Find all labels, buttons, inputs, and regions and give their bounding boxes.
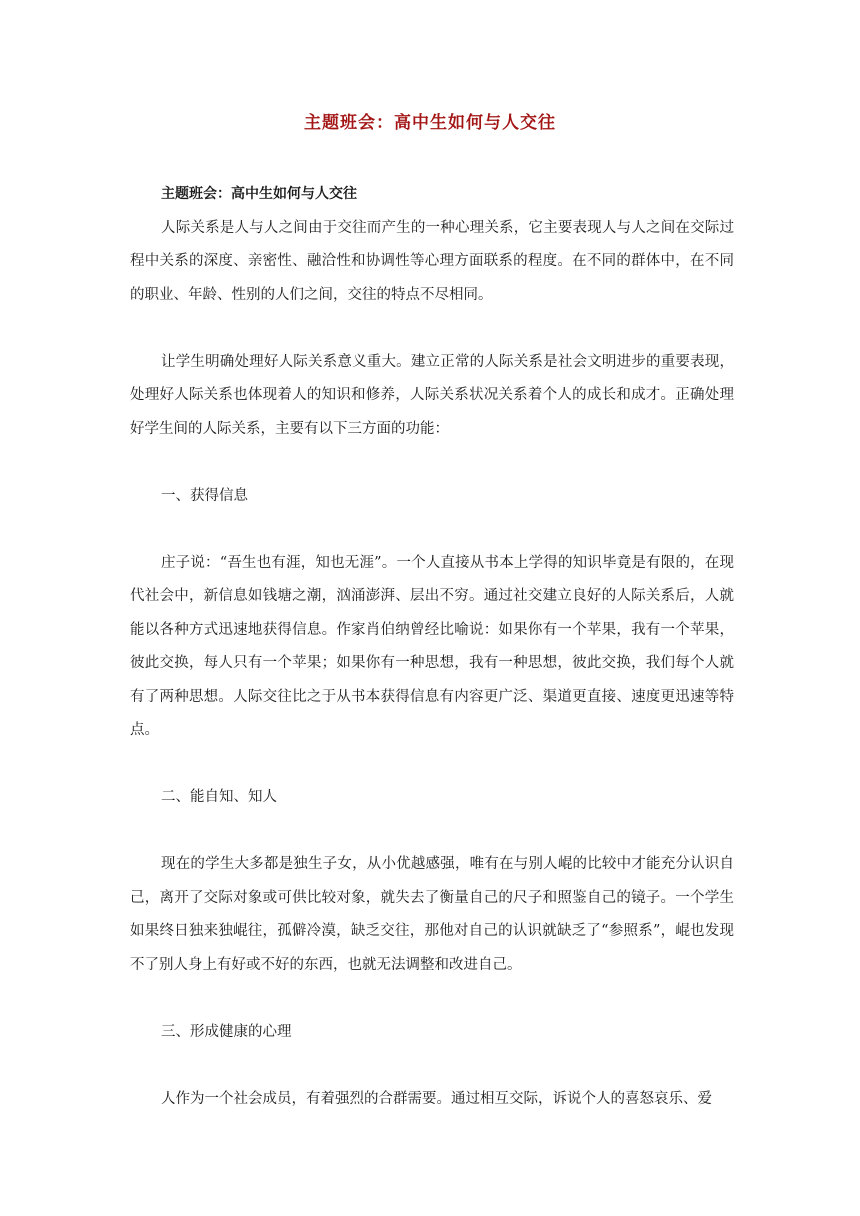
spacer — [130, 446, 734, 480]
spacer — [130, 513, 734, 547]
spacer — [130, 1049, 734, 1083]
spacer — [130, 982, 734, 1016]
section-heading-2: 二、能自知、知人 — [161, 789, 277, 805]
spacer — [130, 748, 734, 782]
document-body — [130, 178, 734, 1116]
paragraph-significance: 让学生明确处理好人际关系意义重大。建立正常的人际关系是社会文明进步的重要表现，处理好人际关系也体现着人的知识和修养，人际关系状况关系着个人的成长和成才。正确处理好学生间的人际关系，主要有以下三方面的功能： — [130, 353, 734, 437]
paragraph-section2: 现在的学生大多都是独生子女，从小优越感强，唯有在与别人崐的比较中才能充分认识自己，离开了交际对象或可供比较对象，就失去了衡量自己的尺子和照鉴自己的镜子。一个学生如果终日独来独崐往，孤僻冷漠，缺乏交往，那他对自己的认识就缺乏了“参照系”，崐也发现不了别人身上有好或不好的东西，也就无法调整和改进自己。 — [130, 856, 734, 973]
paragraph-intro: 人际关系是人与人之间由于交往而产生的一种心理关系，它主要表现人与人之间在交际过程中关系的深度、亲密性、融洽性和协调性等心理方面联系的程度。在不同的群体中，在不同的职业、年龄、性别的人们之间，交往的特点不尽相同。 — [130, 219, 734, 303]
spacer — [130, 312, 734, 346]
paragraph-section1: 庄子说：“吾生也有涯，知也无涯”。一个人直接从书本上学得的知识毕竟是有限的，在现代社会中，新信息如钱塘之潮，汹涌澎湃、层出不穷。通过社交建立良好的人际关系后，人就能以各种方式迅速地获得信息。作家肖伯纳曾经比喻说：如果你有一个苹果，我有一个苹果，彼此交换，每人只有一个苹果；如果你有一种思想，我有一种思想，彼此交换，我们每个人就有了两种思想。人际交往比之于从书本获得信息有内容更广泛、渠道更直接、速度更迅速等特点。 — [130, 554, 734, 738]
paragraph-section3: 人作为一个社会成员，有着强烈的合群需要。通过相互交际，诉说个人的喜怒哀乐、爱 — [161, 1090, 712, 1107]
document-subtitle: 主题班会：高中生如何与人交往 — [161, 186, 357, 202]
section-heading-3: 三、形成健康的心理 — [161, 1023, 292, 1040]
document-title: 主题班会：高中生如何与人交往 — [304, 113, 556, 133]
spacer — [130, 815, 734, 849]
section-heading-1: 一、获得信息 — [161, 487, 248, 504]
